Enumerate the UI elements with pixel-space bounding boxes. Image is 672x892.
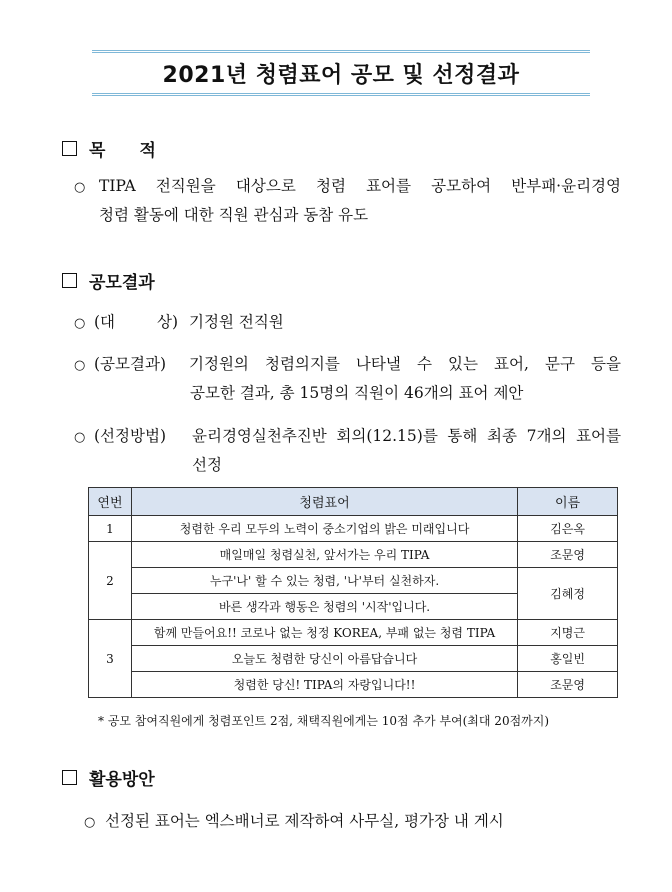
circle-bullet-icon: ○	[74, 358, 86, 373]
row-number: 2	[89, 542, 132, 620]
checkbox-square-icon	[62, 141, 77, 156]
purpose-line-2: 청렴 활동에 대한 직원 관심과 동참 유도	[99, 206, 369, 224]
slogan-cell: 함께 만들어요!! 코로나 없는 청정 KOREA, 부패 없는 청렴 TIPA	[131, 620, 517, 646]
name-cell: 홍일빈	[518, 646, 618, 672]
results-contest-line-1: 기정원의 청렴의지를 나타낼 수 있는 표어, 문구 등을	[189, 355, 621, 373]
circle-bullet-icon: ○	[74, 430, 86, 445]
purpose-heading-char-2: 적	[139, 141, 156, 161]
table-row	[89, 568, 618, 594]
name-cell: 지명근	[518, 620, 618, 646]
table-row	[89, 620, 618, 646]
slogan-cell: 매일매일 청렴실천, 앞서가는 우리 TIPA	[131, 542, 517, 568]
results-label-method: (선정방법)	[94, 427, 166, 445]
slogan-cell: 청렴한 우리 모두의 노력이 중소기업의 밝은 미래입니다	[131, 516, 517, 542]
circle-bullet-icon: ○	[74, 180, 86, 195]
slogan-cell: 바른 생각과 행동은 청렴의 '시작'입니다.	[131, 594, 517, 620]
name-cell: 조문영	[518, 672, 618, 698]
page-title-text: 2021년 청렴표어 공모 및 선정결과	[162, 62, 520, 88]
slogan-cell: 청렴한 당신! TIPA의 자랑입니다!!	[131, 672, 517, 698]
table-row	[89, 516, 618, 542]
row-number: 1	[89, 516, 132, 542]
results-target-text: 기정원 전직원	[189, 313, 284, 331]
checkbox-square-icon	[62, 273, 77, 288]
label-part-close: 상)	[156, 313, 178, 331]
table-header-row	[89, 488, 618, 516]
results-contest-line-2: 공모한 결과, 총 15명의 직원이 46개의 표어 제안	[190, 384, 524, 402]
results-label-target	[94, 308, 178, 337]
table-header-name: 이름	[518, 488, 618, 516]
row-number: 3	[89, 620, 132, 698]
results-label-contest: (공모결과)	[94, 355, 166, 373]
table-row	[89, 672, 618, 698]
slogan-cell: 누구'나' 할 수 있는 청렴, '나'부터 실천하자.	[131, 568, 517, 594]
purpose-heading-char-1: 목	[89, 141, 106, 161]
results-heading-text: 공모결과	[89, 273, 155, 293]
purpose-line-1: TIPA 전직원을 대상으로 청렴 표어를 공모하여 반부패·윤리경영	[99, 177, 621, 195]
slogan-cell: 오늘도 청렴한 당신이 아름답습니다	[131, 646, 517, 672]
table-header-slogan: 청렴표어	[131, 488, 517, 516]
section-results-heading	[62, 268, 155, 293]
footnote: * 공모 참여직원에게 청렴포인트 2점, 채택직원에게는 10점 추가 부여(최대 20점까지)	[98, 714, 550, 728]
usage-line: 선정된 표어는 엑스배너로 제작하여 사무실, 평가장 내 게시	[105, 812, 504, 830]
circle-bullet-icon: ○	[84, 815, 96, 830]
page-title	[92, 50, 590, 96]
section-purpose-heading	[62, 136, 156, 161]
usage-heading-text: 활용방안	[89, 770, 155, 790]
results-method-line-1: 윤리경영실천추진반 회의(12.15)를 통해 최종 7개의 표어를	[192, 427, 621, 445]
section-usage-heading	[62, 765, 155, 790]
name-cell: 조문영	[518, 542, 618, 568]
label-part-open: (대	[94, 313, 116, 331]
slogan-table	[88, 487, 618, 698]
results-method-line-2: 선정	[192, 456, 222, 474]
circle-bullet-icon: ○	[74, 316, 86, 331]
checkbox-square-icon	[62, 770, 77, 785]
table-header-no: 연번	[89, 488, 132, 516]
table-row	[89, 542, 618, 568]
table-row	[89, 646, 618, 672]
name-cell: 김혜정	[518, 568, 618, 620]
name-cell: 김은옥	[518, 516, 618, 542]
